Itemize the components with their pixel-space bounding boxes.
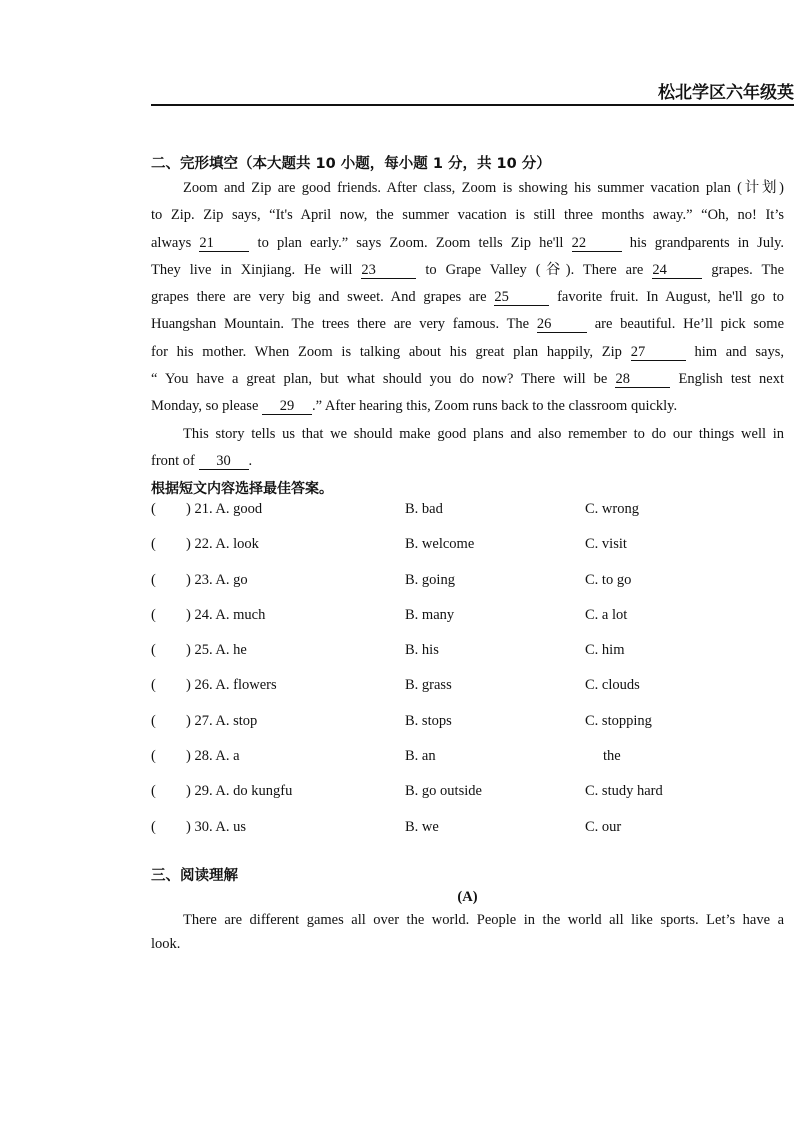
answer-paren: ( [151,748,156,765]
option-c: C. a lot [585,606,628,623]
question-row [151,498,791,533]
question-row [151,533,791,568]
cloze-passage [151,175,784,475]
question-list [151,498,791,851]
passage-text: .” After hearing this, Zoom runs back to the classroom quickly. [312,398,678,415]
passage-line: Zoom and Zip are good friends. After class, Zoom is showing his summer vacation plan (计划) [183,180,784,196]
passage-line [151,366,784,393]
option-a: ) 26. A. flowers [186,677,277,694]
passage-text: to plan early.” says Zoom. Zoom tells Zip he'll [257,234,564,251]
passage-subheading: (A) [457,889,478,905]
reading-passage [151,908,784,956]
option-b: B. bad [405,501,443,517]
option-b: B. an [405,748,436,765]
header-rule [151,104,794,106]
section-heading-reading: 三、阅读理解 [151,868,238,884]
passage-line [151,284,784,311]
answer-paren: ( [151,571,156,588]
blank-22: 22 [572,235,622,252]
answer-paren: ( [151,818,156,835]
option-a: ) 23. A. go [186,571,248,588]
passage-line [151,393,784,420]
question-row [151,745,791,780]
passage-text: always [151,234,192,251]
option-c: C. wrong [585,501,639,517]
passage-text: to Grape Valley (谷). There are [425,261,644,278]
option-a: ) 21. A. good [186,501,263,517]
passage-text: English test next [678,371,785,388]
option-c: C. him [585,642,625,659]
passage-line [151,448,784,475]
option-b: B. his [405,642,439,659]
blank-26: 26 [537,316,587,333]
option-c: C. clouds [585,677,640,694]
option-b: B. go outside [405,783,482,800]
passage-text: . [248,452,253,469]
option-a: ) 30. A. us [186,818,247,835]
option-b: B. we [405,818,439,835]
answer-paren: ( [151,606,156,623]
answer-paren: ( [151,677,156,694]
option-b: B. stops [405,712,452,729]
passage-text: him and says, [694,343,785,360]
passage-line: There are different games all over the world. People in the world all like sports. Let’s have a [183,912,784,928]
option-a: ) 22. A. look [186,536,259,553]
blank-28: 28 [615,371,670,388]
passage-text: grapes. The [711,261,785,278]
option-c: C. study hard [585,783,663,800]
passage-text: for his mother. When Zoom is talking about his great plan happily, Zip [151,343,622,360]
question-row [151,816,791,851]
blank-29: 29 [262,398,312,415]
answer-paren: ( [151,642,156,659]
passage-line: to Zip. Zip says, “It's April now, the summer vacation is still three months away.” “Oh, no! It’s [151,207,784,224]
passage-line [151,230,784,257]
option-a: ) 25. A. he [186,642,247,659]
option-b: B. many [405,606,455,623]
passage-text: grapes there are very big and sweet. And grapes are [151,289,487,306]
question-row [151,674,791,709]
option-b: B. grass [405,677,452,694]
passage-text: favorite fruit. In August, he'll go to [557,289,785,306]
passage-line: look. [151,936,181,952]
option-b: B. going [405,571,455,588]
blank-25: 25 [494,289,549,306]
passage-text: They live in Xinjiang. He will [151,261,353,278]
option-a: ) 29. A. do kungfu [186,783,293,800]
passage-text: front of [151,452,195,469]
header-title: 松北学区六年级英 [658,83,794,103]
option-a: ) 28. A. a [186,748,240,765]
blank-23: 23 [361,262,416,279]
blank-27: 27 [631,344,686,361]
passage-text: “ You have a great plan, but what should you do now? There will be [151,371,608,388]
answer-paren: ( [151,783,156,800]
question-row [151,639,791,674]
option-c: C. our [585,818,622,835]
option-b: B. welcome [405,536,475,553]
blank-21: 21 [199,235,249,252]
question-row [151,710,791,745]
option-c: C. visit [585,536,627,553]
instruction: 根据短文内容选择最佳答案。 [151,481,333,497]
section-heading-cloze: 二、完形填空（本大题共 10 小题，每小题 1 分，共 10 分） [151,156,551,172]
passage-line [151,257,784,284]
passage-line [151,311,784,338]
option-c: C. to go [585,571,632,588]
question-row [151,569,791,604]
passage-line [151,339,784,366]
answer-paren: ( [151,536,156,553]
answer-paren: ( [151,712,156,729]
option-a: ) 27. A. stop [186,712,258,729]
passage-text: Monday, so please [151,398,259,415]
blank-30: 30 [199,453,249,470]
blank-24: 24 [652,262,702,279]
option-c: C. stopping [585,712,652,729]
passage-line: This story tells us that we should make good plans and also remember to do our things well in [183,425,784,442]
passage-text: Huangshan Mountain. The trees there are very famous. The [151,316,530,333]
question-row [151,780,791,815]
question-row [151,604,791,639]
option-c: the [603,748,621,765]
option-a: ) 24. A. much [186,606,266,623]
passage-text: his grandparents in July. [629,234,785,251]
answer-paren: ( [151,501,156,517]
passage-text: are beautiful. He’ll pick some [594,316,785,333]
